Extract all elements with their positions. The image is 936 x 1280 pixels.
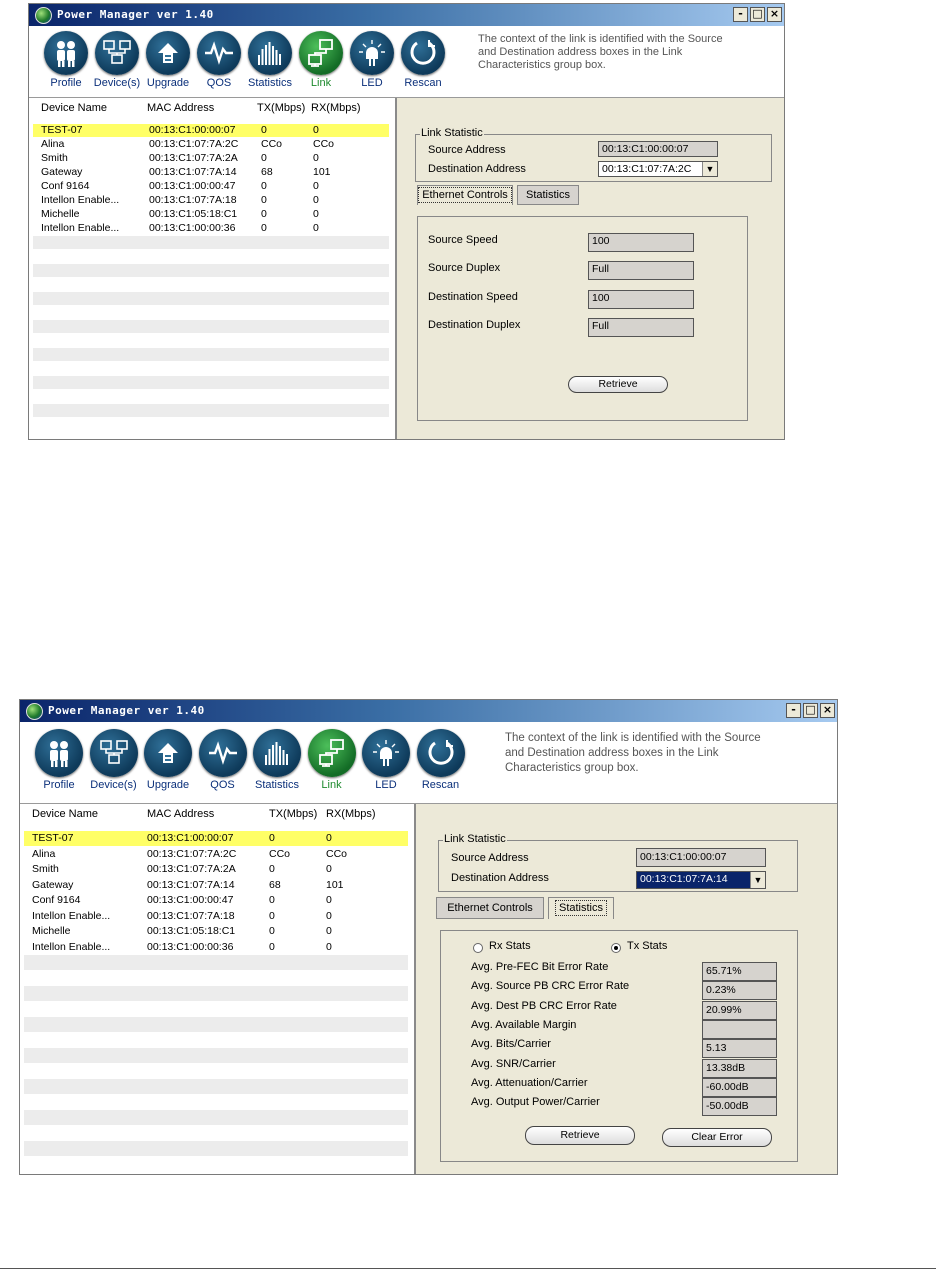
profile-icon	[44, 31, 88, 75]
stat-value-field: -60.00dB	[702, 1078, 777, 1097]
rescan-icon	[417, 729, 465, 777]
cell-mac: 00:13:C1:00:00:07	[147, 832, 234, 844]
cell-tx: 0	[261, 208, 267, 220]
toolbar-upgrade-button[interactable]	[141, 729, 195, 791]
cell-mac: 00:13:C1:07:7A:18	[147, 909, 235, 922]
toolbar-label: Rescan	[421, 779, 460, 791]
empty-row[interactable]	[24, 1017, 408, 1032]
table-row[interactable]	[24, 862, 408, 877]
toolbar-label: Profile	[43, 779, 75, 791]
table-row[interactable]	[33, 180, 389, 193]
empty-row[interactable]	[24, 1095, 408, 1110]
cell-rx: 0	[313, 152, 319, 164]
column-tx[interactable]: TX(Mbps)	[269, 808, 318, 820]
stat-value-field: 13.38dB	[702, 1059, 777, 1078]
chevron-down-icon[interactable]: ▼	[702, 162, 717, 176]
cell-name: Smith	[41, 152, 68, 164]
toolbar-link-button[interactable]	[305, 729, 359, 791]
cell-rx: 0	[326, 940, 332, 953]
stat-label: Avg. Pre-FEC Bit Error Rate	[471, 961, 609, 973]
cell-tx: 68	[261, 166, 273, 178]
cell-rx: 101	[313, 166, 331, 178]
power-manager-window-statistics	[19, 699, 838, 1175]
source-address-label: Source Address	[451, 852, 529, 864]
window-title: Power Manager ver 1.40	[57, 8, 214, 21]
ethernet-controls-panel	[417, 216, 748, 421]
rx-stats-radio[interactable]	[473, 943, 483, 953]
cell-name: Intellon Enable...	[41, 194, 120, 206]
empty-row[interactable]	[33, 292, 389, 305]
tab-ethernet-controls[interactable]	[436, 897, 544, 919]
cell-mac: 00:13:C1:00:00:47	[149, 180, 236, 192]
toolbar-label: LED	[361, 77, 383, 89]
link-icon	[308, 729, 356, 777]
empty-row[interactable]	[33, 390, 389, 403]
link-statistic-legend: Link Statistic	[444, 833, 506, 845]
cell-rx: 0	[313, 124, 319, 136]
upgrade-icon	[146, 31, 190, 75]
profile-icon	[35, 729, 83, 777]
cell-name: Conf 9164	[41, 180, 90, 192]
cell-tx: 0	[269, 863, 275, 875]
toolbar-label: Profile	[50, 77, 82, 89]
title-bar[interactable]	[20, 700, 837, 722]
close-button[interactable]: ×	[820, 703, 835, 718]
stat-label: Avg. Dest PB CRC Error Rate	[471, 999, 617, 1012]
tab-statistics[interactable]	[548, 897, 614, 919]
statistics-icon	[253, 729, 301, 777]
table-row[interactable]	[24, 893, 408, 908]
toolbar-label: Device(s)	[90, 779, 137, 791]
empty-row[interactable]	[33, 250, 389, 263]
destination-duplex-label: Destination Duplex	[428, 319, 521, 331]
retrieve-button[interactable]: Retrieve	[525, 1126, 635, 1145]
link-statistic-legend: Link Statistic	[421, 127, 483, 139]
cell-name: Alina	[32, 847, 56, 860]
stat-value-field	[702, 1020, 777, 1039]
qos-icon	[199, 729, 247, 777]
source-address-field: 00:13:C1:00:00:07	[636, 848, 766, 867]
stat-label: Avg. Attenuation/Carrier	[471, 1076, 588, 1089]
cell-name: Alina	[41, 138, 65, 150]
table-row[interactable]	[33, 152, 389, 165]
toolbar-rescan-button[interactable]	[414, 729, 468, 791]
cell-name: TEST-07	[32, 832, 74, 844]
toolbar-label: Rescan	[404, 77, 442, 89]
destination-duplex-field: Full	[588, 318, 694, 337]
table-row[interactable]	[33, 124, 389, 137]
destination-address-label: Destination Address	[451, 872, 549, 884]
stat-value-field: 20.99%	[702, 1001, 777, 1020]
empty-row[interactable]	[33, 348, 389, 361]
cell-tx: CCo	[261, 138, 283, 150]
device-list[interactable]	[20, 804, 416, 1174]
empty-row[interactable]	[33, 236, 389, 249]
toolbar-devices-button[interactable]	[90, 31, 144, 89]
source-duplex-label: Source Duplex	[428, 262, 501, 274]
empty-row[interactable]	[33, 362, 389, 375]
empty-row[interactable]	[33, 418, 389, 431]
close-button[interactable]: ×	[767, 7, 782, 22]
toolbar-label: Statistics	[247, 77, 292, 89]
tx-stats-label: Tx Stats	[627, 940, 668, 952]
table-row[interactable]	[24, 831, 408, 846]
toolbar-link-button[interactable]	[294, 31, 348, 89]
column-device-name[interactable]: Device Name	[32, 808, 99, 820]
cell-name: Intellon Enable...	[32, 940, 111, 953]
led-icon	[362, 729, 410, 777]
toolbar-label: Upgrade	[146, 77, 190, 89]
devices-icon	[95, 31, 139, 75]
toolbar-label: QOS	[206, 77, 232, 89]
statistics-icon	[248, 31, 292, 75]
cell-rx: 101	[326, 878, 344, 891]
column-mac-address[interactable]: MAC Address	[147, 102, 215, 114]
cell-rx: 0	[313, 194, 319, 206]
empty-row[interactable]	[24, 1033, 408, 1048]
minimize-button[interactable]: -	[733, 7, 748, 22]
cell-name: Conf 9164	[32, 894, 81, 906]
source-speed-field: 100	[588, 233, 694, 252]
window-title: Power Manager ver 1.40	[48, 704, 205, 717]
empty-row[interactable]	[24, 1079, 408, 1094]
table-row[interactable]	[24, 847, 408, 862]
tab-statistics-label: Statistics	[555, 900, 607, 916]
cell-tx: 0	[261, 194, 267, 206]
toolbar-label: Statistics	[254, 779, 299, 791]
table-row[interactable]	[33, 208, 389, 221]
destination-speed-field: 100	[588, 290, 694, 309]
tab-statistics-label: Statistics	[525, 189, 570, 201]
empty-row[interactable]	[33, 334, 389, 347]
empty-row[interactable]	[33, 306, 389, 319]
cell-tx: 0	[261, 180, 267, 192]
table-row[interactable]	[33, 138, 389, 151]
cell-rx: 0	[326, 832, 332, 844]
cell-mac: 00:13:C1:07:7A:2C	[149, 138, 239, 150]
empty-row[interactable]	[33, 376, 389, 389]
cell-mac: 00:13:C1:00:00:36	[149, 222, 236, 234]
retrieve-button[interactable]: Retrieve	[568, 376, 668, 393]
toolbar-qos-button[interactable]	[196, 729, 250, 791]
cell-name: Intellon Enable...	[41, 222, 120, 234]
device-list[interactable]	[29, 98, 397, 439]
upgrade-icon	[144, 729, 192, 777]
tab-ethernet-controls[interactable]	[417, 185, 513, 205]
cell-mac: 00:13:C1:00:00:07	[149, 124, 236, 136]
column-tx[interactable]: TX(Mbps)	[257, 102, 306, 114]
empty-row[interactable]	[24, 1110, 408, 1125]
cell-mac: 00:13:C1:07:7A:2A	[147, 863, 236, 875]
maximize-button[interactable]: □	[750, 7, 765, 22]
cell-mac: 00:13:C1:05:18:C1	[147, 925, 236, 937]
cell-tx: 0	[261, 152, 267, 164]
cell-rx: 0	[326, 894, 332, 906]
cell-name: Michelle	[41, 208, 80, 220]
source-speed-label: Source Speed	[428, 234, 498, 246]
empty-row[interactable]	[24, 1141, 408, 1156]
stat-label: Avg. SNR/Carrier	[471, 1057, 556, 1070]
stat-value-field: 0.23%	[702, 981, 777, 1000]
destination-address-select[interactable]	[598, 161, 718, 177]
app-globe-icon	[35, 7, 52, 24]
led-icon	[350, 31, 394, 75]
destination-address-label: Destination Address	[428, 163, 526, 175]
cell-mac: 00:13:C1:07:7A:14	[147, 878, 235, 891]
stat-label: Avg. Available Margin	[471, 1018, 577, 1031]
devices-icon	[90, 729, 138, 777]
rescan-icon	[401, 31, 445, 75]
cell-mac: 00:13:C1:07:7A:2A	[149, 152, 238, 164]
cell-name: Gateway	[32, 878, 74, 891]
cell-rx: 0	[326, 925, 332, 937]
table-row[interactable]	[24, 909, 408, 924]
empty-row[interactable]	[24, 1002, 408, 1017]
column-rx[interactable]: RX(Mbps)	[311, 102, 361, 114]
help-text: The context of the link is identified with the Source and Destination address boxes in the Link Characteristics group box.	[478, 33, 723, 71]
cell-mac: 00:13:C1:05:18:C1	[149, 208, 238, 220]
cell-mac: 00:13:C1:07:7A:14	[149, 166, 237, 178]
toolbar-led-button[interactable]	[345, 31, 399, 89]
empty-row[interactable]	[24, 971, 408, 986]
source-address-label: Source Address	[428, 144, 506, 156]
tab-ethernet-controls-label: Ethernet Controls	[447, 902, 533, 914]
toolbar-led-button[interactable]	[359, 729, 413, 791]
tx-stats-radio[interactable]	[611, 943, 621, 953]
toolbar-statistics-button[interactable]	[243, 31, 297, 89]
cell-mac: 00:13:C1:07:7A:2C	[147, 847, 237, 860]
maximize-button[interactable]: □	[803, 703, 818, 718]
minimize-button[interactable]: -	[786, 703, 801, 718]
toolbar-devices-button[interactable]	[87, 729, 141, 791]
cell-name: Michelle	[32, 925, 71, 937]
destination-address-value: 00:13:C1:07:7A:2C	[602, 163, 692, 175]
table-row[interactable]	[24, 924, 408, 939]
link-icon	[299, 31, 343, 75]
cell-rx: 0	[326, 863, 332, 875]
toolbar-profile-button[interactable]	[39, 31, 93, 89]
cell-name: Gateway	[41, 166, 83, 178]
empty-row[interactable]	[24, 1048, 408, 1063]
help-text: The context of the link is identified with the Source and Destination address boxes in the Link Characteristics group box.	[505, 732, 761, 774]
tab-ethernet-controls-label: Ethernet Controls	[418, 187, 512, 203]
link-statistic-group	[438, 833, 798, 892]
empty-row[interactable]	[24, 1064, 408, 1079]
cell-name: TEST-07	[41, 124, 83, 136]
column-rx[interactable]: RX(Mbps)	[326, 808, 376, 820]
cell-tx: 0	[269, 925, 275, 937]
toolbar-label: Upgrade	[146, 779, 190, 791]
table-row[interactable]	[24, 940, 408, 955]
toolbar-label: LED	[375, 779, 397, 791]
source-address-field: 00:13:C1:00:00:07	[598, 141, 718, 157]
table-row[interactable]	[24, 878, 408, 893]
link-panel	[397, 98, 784, 439]
cell-name: Smith	[32, 863, 59, 875]
cell-rx: 0	[313, 180, 319, 192]
column-device-name[interactable]: Device Name	[41, 102, 108, 114]
clear-error-button[interactable]: Clear Error	[662, 1128, 772, 1147]
stat-label: Avg. Bits/Carrier	[471, 1038, 551, 1051]
source-duplex-field: Full	[588, 261, 694, 280]
empty-row[interactable]	[33, 278, 389, 291]
tab-statistics[interactable]	[517, 185, 579, 205]
destination-address-value: 00:13:C1:07:7A:14	[640, 873, 728, 885]
stat-value-field: -50.00dB	[702, 1097, 777, 1116]
empty-row[interactable]	[24, 955, 408, 970]
cell-mac: 00:13:C1:00:00:36	[147, 940, 234, 953]
rx-stats-label: Rx Stats	[489, 940, 531, 952]
empty-row[interactable]	[33, 264, 389, 277]
cell-rx: 0	[313, 222, 319, 234]
toolbar-label: QOS	[210, 779, 235, 791]
empty-row[interactable]	[33, 320, 389, 333]
empty-row[interactable]	[24, 986, 408, 1001]
toolbar-label: Device(s)	[93, 77, 141, 89]
table-row[interactable]	[33, 166, 389, 179]
toolbar-label: Link	[321, 779, 342, 791]
toolbar-qos-button[interactable]	[192, 31, 246, 89]
destination-address-select[interactable]	[636, 871, 766, 889]
cell-tx: CCo	[269, 847, 291, 860]
cell-tx: 0	[261, 222, 267, 234]
empty-row[interactable]	[24, 1126, 408, 1141]
power-manager-window-ethernet	[28, 3, 785, 440]
empty-row[interactable]	[33, 404, 389, 417]
table-row[interactable]	[33, 194, 389, 207]
cell-tx: 0	[261, 124, 267, 136]
column-mac-address[interactable]: MAC Address	[147, 808, 215, 820]
cell-rx: CCo	[313, 138, 335, 150]
cell-tx: 0	[269, 940, 275, 953]
destination-speed-label: Destination Speed	[428, 291, 518, 303]
link-statistic-group	[415, 127, 772, 182]
cell-rx: CCo	[326, 847, 348, 860]
statistics-panel	[440, 930, 798, 1162]
qos-icon	[197, 31, 241, 75]
cell-mac: 00:13:C1:00:00:47	[147, 894, 234, 906]
stat-value-field: 65.71%	[702, 962, 777, 981]
page-divider	[0, 1268, 936, 1269]
link-panel	[416, 804, 837, 1174]
toolbar-upgrade-button[interactable]	[141, 31, 195, 89]
cell-tx: 0	[269, 909, 275, 922]
cell-rx: 0	[313, 208, 319, 220]
cell-tx: 0	[269, 894, 275, 906]
table-row[interactable]	[33, 222, 389, 235]
stat-value-field: 5.13	[702, 1039, 777, 1058]
stat-label: Avg. Output Power/Carrier	[471, 1096, 600, 1109]
cell-name: Intellon Enable...	[32, 909, 111, 922]
toolbar-label: Link	[310, 77, 332, 89]
cell-tx: 68	[269, 878, 281, 891]
title-bar[interactable]	[29, 4, 784, 26]
toolbar-rescan-button[interactable]	[396, 31, 450, 89]
cell-rx: 0	[326, 909, 332, 922]
toolbar-statistics-button[interactable]	[250, 729, 304, 791]
cell-mac: 00:13:C1:07:7A:18	[149, 194, 237, 206]
toolbar-profile-button[interactable]	[32, 729, 86, 791]
stat-label: Avg. Source PB CRC Error Rate	[471, 980, 630, 993]
cell-tx: 0	[269, 832, 275, 844]
app-globe-icon	[26, 703, 43, 720]
chevron-down-icon[interactable]: ▼	[750, 872, 765, 888]
